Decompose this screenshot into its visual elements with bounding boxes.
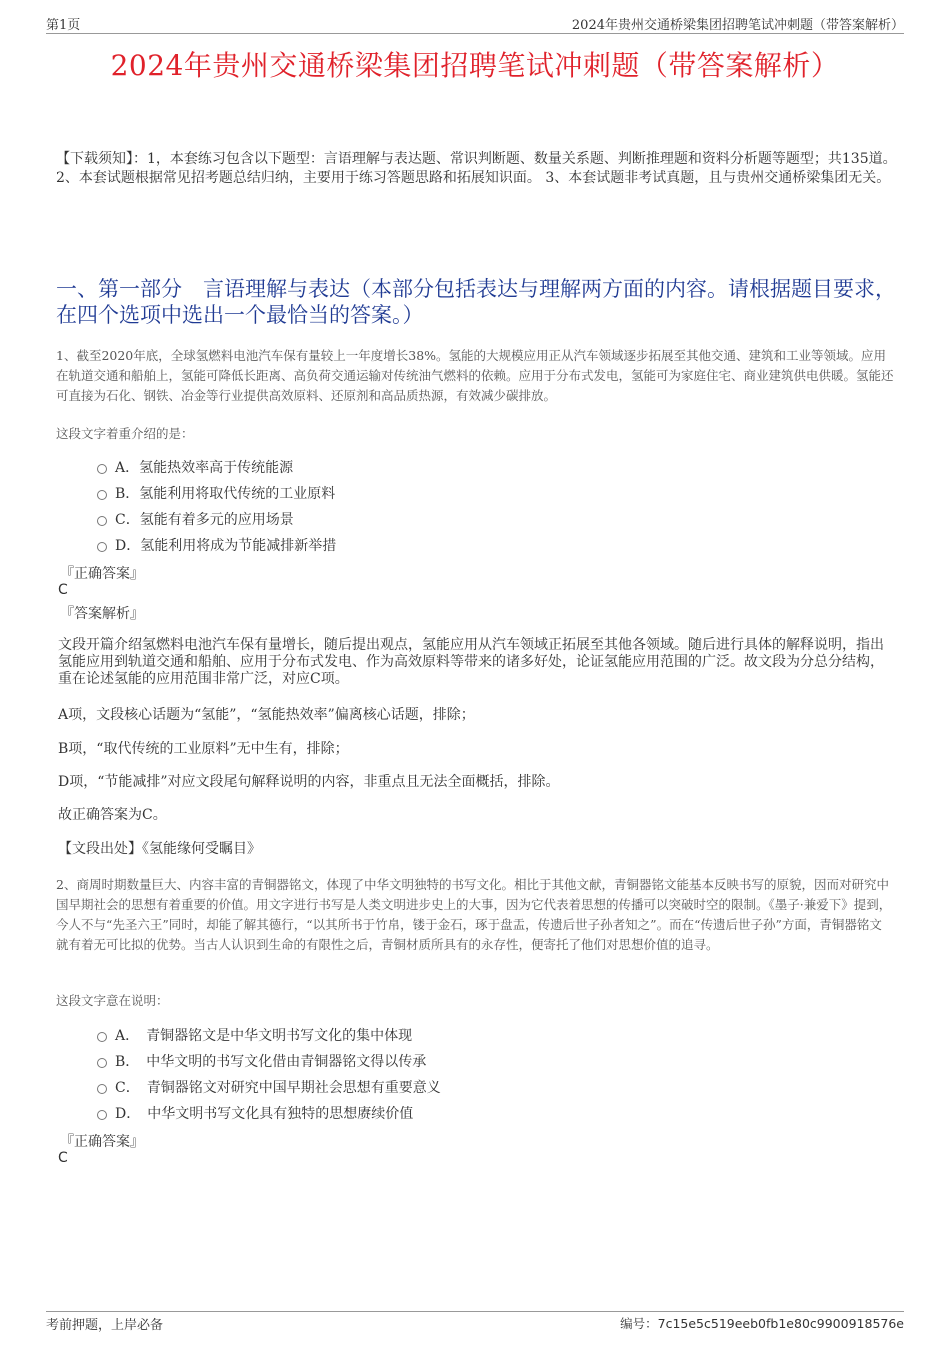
question-1-option-a[interactable] — [97, 457, 293, 477]
download-notice: 【下载须知】：1，本套练习包含以下题型：言语理解与表达题、常识判断题、数量关系题、判断推理题和资料分析题等题型；共135道。 2、本套试题根据常见招考题总结归纳，主要用于练习答题思路和拓展知识面。 3、本套试题非考试真题，且与贵州交通桥梁集团无关。 — [56, 151, 897, 186]
option-label: B．氢能利用将取代传统的工业原料 — [115, 486, 336, 502]
radio-icon[interactable] — [97, 464, 107, 474]
footer-document-id: 编号：7c15e5c519eeb0fb1e80c9900918576e — [620, 1316, 904, 1331]
radio-icon[interactable] — [97, 1110, 107, 1120]
document-title: 2024年贵州交通桥梁集团招聘笔试冲刺题（带答案解析） — [110, 49, 840, 82]
question-1-option-d[interactable] — [97, 535, 336, 555]
question-1-analysis-label: 『答案解析』 — [60, 606, 144, 622]
question-2-option-d[interactable] — [97, 1103, 413, 1123]
question-1-analysis-paragraph: D项，“节能减排”对应文段尾句解释说明的内容，非重点且无法全面概括，排除。 — [58, 774, 560, 790]
section-title: 一、第一部分 言语理解与表达（本部分包括表达与理解两方面的内容。请根据题目要求，在四个选项中选出一个最恰当的答案。） — [56, 277, 896, 327]
option-label: D．氢能利用将成为节能减排新举措 — [115, 538, 337, 554]
question-2-option-a[interactable] — [97, 1025, 412, 1045]
radio-icon[interactable] — [97, 1032, 107, 1042]
question-1-analysis-paragraph: A项，文段核心话题为“氢能”，“氢能热效率”偏离核心话题，排除； — [58, 707, 475, 723]
radio-icon[interactable] — [97, 516, 107, 526]
option-label: C．氢能有着多元的应用场景 — [115, 512, 294, 528]
header-page-label: 第1页 — [46, 18, 81, 33]
header-divider — [46, 33, 904, 34]
question-1-prompt: 这段文字着重介绍的是： — [56, 426, 194, 441]
question-2-text: 2、商周时期数量巨大、内容丰富的青铜器铭文，体现了中华文明独特的书写文化。相比于其他文献，青铜器铭文能基本反映书写的原貌，因而对研究中国早期社会的思想有着重要的价值。用文字进行书写是人类文明进步史上的大事，因为它代表着思想的传播可以突破时空的限制。《墨子·兼爱下》提到，今人不与“先圣六王”同时，却能了解其德行，“以其所书于竹帛，镂于金石，琢于盘盂，传遗后世子孙者知之”。而在“传遗后世子孙”方面，青铜器铭文就有着无可比拟的优势。当古人认识到生命的有限性之后，青铜材质所具有的永存性，便寄托了他们对思想价值的追寻。 — [56, 877, 892, 952]
option-label: B． 中华文明的书写文化借由青铜器铭文得以传承 — [115, 1054, 427, 1070]
option-label: A．氢能热效率高于传统能源 — [115, 460, 294, 476]
question-1-option-b[interactable] — [97, 483, 335, 503]
question-2-answer: C — [58, 1150, 68, 1166]
option-label: D． 中华文明书写文化具有独特的思想赓续价值 — [115, 1106, 414, 1122]
footer-slogan: 考前押题，上岸必备 — [46, 1318, 164, 1333]
option-label: A． 青铜器铭文是中华文明书写文化的集中体现 — [115, 1028, 413, 1044]
radio-icon[interactable] — [97, 1058, 107, 1068]
question-1-analysis-paragraph: 文段开篇介绍氢燃料电池汽车保有量增长，随后提出观点，氢能应用从汽车领域正拓展至其他各领域。随后进行具体的解释说明，指出氢能应用到轨道交通和船舶、应用于分布式发电、作为高效原料等带来的诸多好处，论证氢能应用范围的广泛。故文段为分总分结构，重在论述氢能的应用范围非常广泛，对应C项。 — [58, 637, 884, 687]
question-1-analysis-paragraph: 故正确答案为C。 — [58, 807, 167, 823]
footer-divider — [46, 1311, 904, 1312]
question-2-option-c[interactable] — [97, 1077, 441, 1097]
radio-icon[interactable] — [97, 542, 107, 552]
question-2-option-b[interactable] — [97, 1051, 426, 1071]
radio-icon[interactable] — [97, 490, 107, 500]
question-1-text: 1、截至2020年底，全球氢燃料电池汽车保有量较上一年度增长38%。氢能的大规模应用正从汽车领域逐步拓展至其他交通、建筑和工业等领域。应用在轨道交通和船舶上，氢能可降低长距离、高负荷交通运输对传统油气燃料的依赖。应用于分布式发电，氢能可为家庭住宅、商业建筑供电供暖。氢能还可直接为石化、钢铁、冶金等行业提供高效原料、还原剂和高品质热源，有效减少碳排放。 — [56, 348, 894, 403]
question-1-answer-label: 『正确答案』 — [60, 566, 144, 582]
question-1-option-c[interactable] — [97, 509, 294, 529]
question-2-answer-label: 『正确答案』 — [60, 1134, 144, 1150]
option-label: C． 青铜器铭文对研究中国早期社会思想有重要意义 — [115, 1080, 441, 1096]
question-1-answer: C — [58, 582, 68, 598]
question-1-analysis-paragraph: B项，“取代传统的工业原料”无中生有，排除； — [58, 741, 349, 757]
question-1-source: 【文段出处】《氢能缘何受瞩目》 — [58, 841, 261, 857]
question-2-prompt: 这段文字意在说明： — [56, 993, 169, 1008]
header-doc-title: 2024年贵州交通桥梁集团招聘笔试冲刺题（带答案解析） — [571, 18, 904, 33]
radio-icon[interactable] — [97, 1084, 107, 1094]
